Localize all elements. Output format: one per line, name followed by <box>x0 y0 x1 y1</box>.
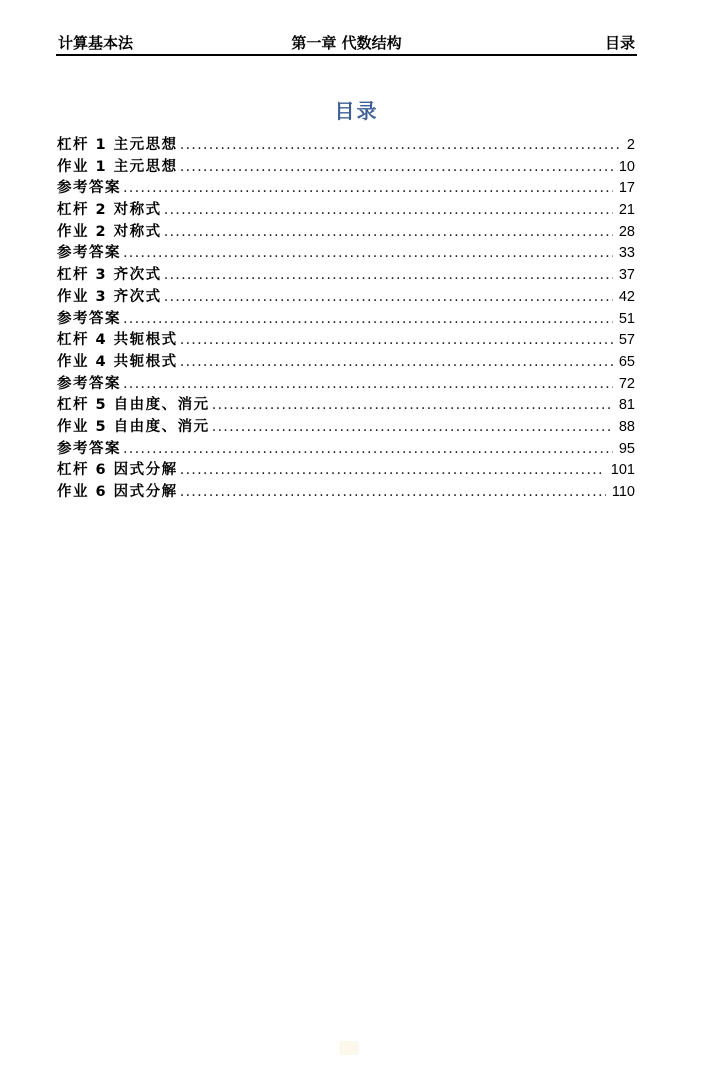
toc-entry[interactable] <box>57 222 635 244</box>
toc-entry-label: 作业 2 对称式 <box>57 223 162 240</box>
toc-dot-leader <box>212 395 613 417</box>
toc-dot-leader <box>212 417 613 439</box>
header-section-title: 目录 <box>604 34 635 52</box>
toc-entry-page-number: 21 <box>618 202 635 219</box>
toc-dot-leader <box>123 439 613 461</box>
toc-dot-leader <box>180 135 621 157</box>
toc-entry[interactable] <box>57 243 635 265</box>
toc-entry[interactable] <box>57 200 635 222</box>
toc-entry-label: 参考答案 <box>57 245 121 262</box>
header-book-title: 计算基本法 <box>58 34 134 52</box>
toc-entry[interactable] <box>57 135 635 157</box>
toc-entry-page-number: 33 <box>618 245 635 262</box>
toc-entry-page-number: 110 <box>611 484 635 500</box>
toc-entry-page-number: 81 <box>618 397 635 414</box>
toc-entry-label: 杠杆 1 主元思想 <box>57 137 178 153</box>
header-chapter-title: 第一章 代数结构 <box>291 34 402 52</box>
toc-entry-page-number: 17 <box>618 180 635 197</box>
toc-entry-label: 参考答案 <box>57 310 121 327</box>
toc-entry[interactable] <box>57 439 635 461</box>
toc-dot-leader <box>164 287 613 309</box>
toc-entry-label: 参考答案 <box>57 375 121 392</box>
toc-entry-page-number: 2 <box>626 137 635 153</box>
toc-dot-leader <box>123 374 613 396</box>
footer-watermark <box>339 1041 359 1055</box>
toc-entry-page-number: 101 <box>610 462 635 479</box>
toc-entry-page-number: 72 <box>618 375 635 392</box>
toc-dot-leader <box>164 265 613 287</box>
toc-entry-page-number: 51 <box>618 310 635 327</box>
toc-entry-page-number: 10 <box>618 158 635 175</box>
toc-entry-page-number: 37 <box>618 267 635 284</box>
toc-entry-label: 作业 6 因式分解 <box>57 484 178 500</box>
toc-entry-page-number: 28 <box>618 223 635 240</box>
toc-dot-leader <box>180 460 605 482</box>
toc-entry[interactable] <box>57 330 635 352</box>
toc-entry[interactable] <box>57 395 635 417</box>
toc-entry-page-number: 65 <box>618 353 635 370</box>
toc-dot-leader <box>164 222 613 244</box>
toc-entry-label: 杠杆 2 对称式 <box>57 202 162 219</box>
toc-entry-label: 杠杆 3 齐次式 <box>57 267 162 284</box>
toc-dot-leader <box>123 309 613 331</box>
table-of-contents <box>57 135 635 504</box>
toc-dot-leader <box>123 243 613 265</box>
toc-entry[interactable] <box>57 265 635 287</box>
toc-entry[interactable] <box>57 309 635 331</box>
toc-entry-label: 杠杆 4 共轭根式 <box>57 332 178 349</box>
toc-dot-leader <box>180 482 606 504</box>
toc-entry-label: 参考答案 <box>57 440 121 457</box>
toc-entry-label: 作业 5 自由度、消元 <box>57 418 210 435</box>
toc-entry[interactable] <box>57 417 635 439</box>
toc-entry-label: 作业 4 共轭根式 <box>57 353 178 370</box>
toc-entry[interactable] <box>57 460 635 482</box>
toc-entry-label: 杠杆 5 自由度、消元 <box>57 397 210 414</box>
toc-entry-page-number: 95 <box>618 440 635 457</box>
toc-entry-page-number: 88 <box>618 418 635 435</box>
toc-entry[interactable] <box>57 287 635 309</box>
toc-dot-leader <box>180 157 613 179</box>
page-header <box>56 32 637 56</box>
toc-entry[interactable] <box>57 352 635 374</box>
toc-entry-page-number: 42 <box>618 288 635 305</box>
toc-entry-label: 杠杆 6 因式分解 <box>57 462 178 479</box>
toc-dot-leader <box>180 330 613 352</box>
toc-entry-page-number: 57 <box>618 332 635 349</box>
toc-dot-leader <box>164 200 613 222</box>
toc-entry-label: 参考答案 <box>57 180 121 197</box>
toc-entry[interactable] <box>57 374 635 396</box>
toc-entry[interactable] <box>57 157 635 179</box>
toc-entry-label: 作业 1 主元思想 <box>57 158 178 175</box>
toc-title: 目录 <box>334 99 379 123</box>
toc-dot-leader <box>180 352 613 374</box>
toc-dot-leader <box>123 178 613 200</box>
toc-entry[interactable] <box>57 482 635 504</box>
toc-entry-label: 作业 3 齐次式 <box>57 288 162 305</box>
toc-entry[interactable] <box>57 178 635 200</box>
